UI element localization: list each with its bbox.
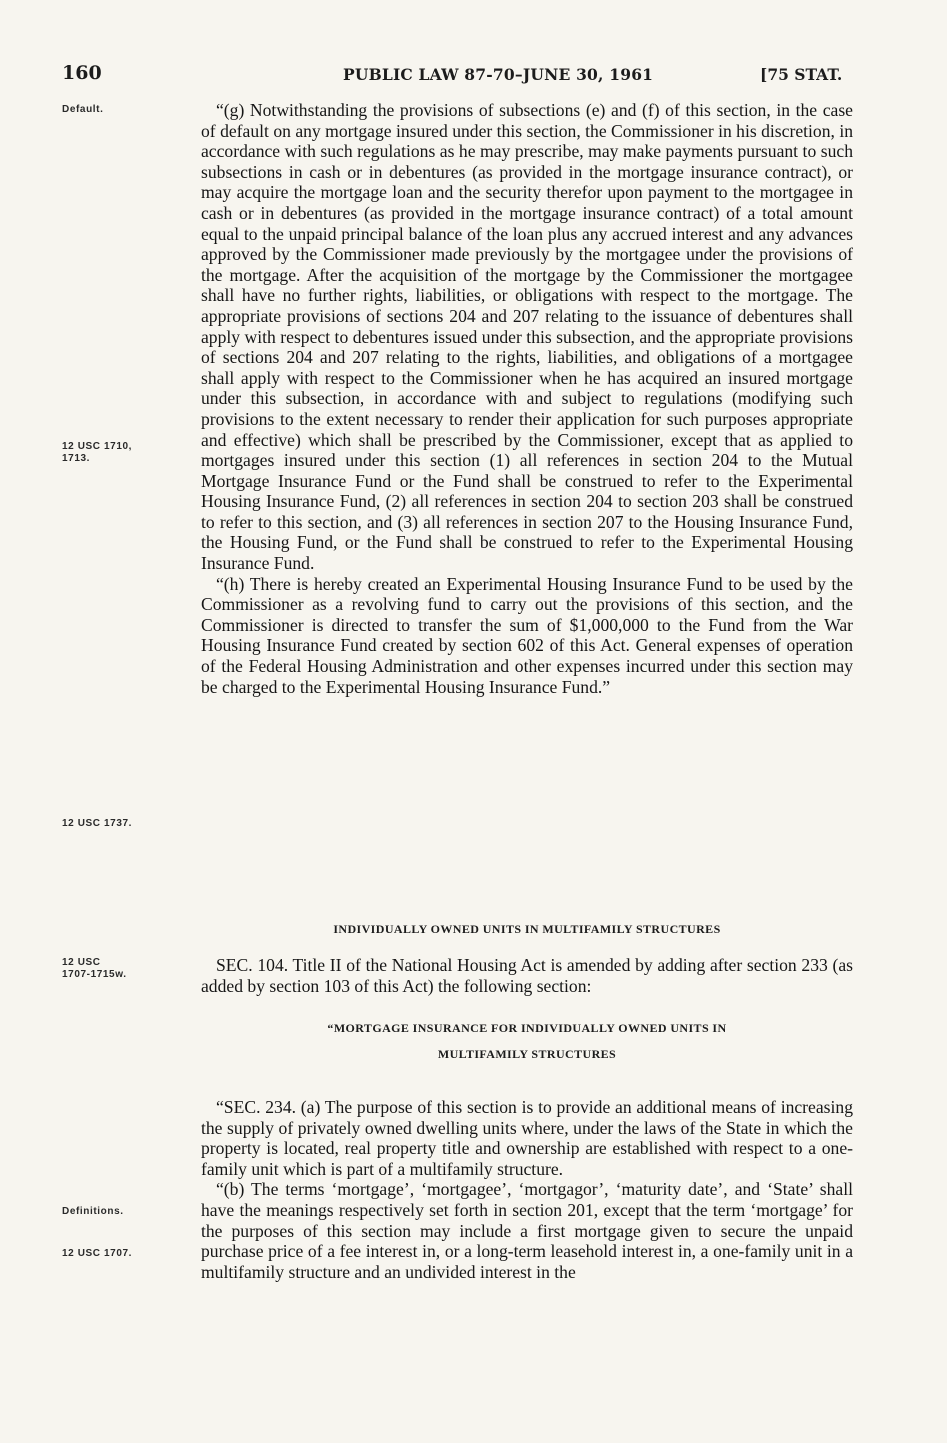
page-header [0,62,947,88]
subsection-h: “(h) There is hereby created an Experimental Housing Insurance Fund to be used by the Commissioner as a revolving fund to carry out the provisions of this section, and the Commissioner is directed to transfer the sum of $1,000,000 to the Fund from the War Housing Insurance Fund created by section 602 of this Act. General expenses of operation of the Federal Housing Administration and other expenses incurred under this section may be charged to the Experimental Housing Insurance Fund.” [201,573,853,697]
volume-reference: [75 STAT. [760,65,843,84]
margin-note-default: Default. [62,104,104,115]
section-104-text: SEC. 104. Title II of the National Housing Act is amended by adding after section 233 (as added by section 103 of this Act) the following section: [201,955,853,996]
margin-note-usc-1710: 12 USC 1710, 1713. [62,441,133,464]
section-234-a: “SEC. 234. (a) The purpose of this section is to provide an additional means of increasing the supply of privately owned dwelling units where, under the laws of the State in which the property is located, real property title and ownership are established with respect to a one-family unit which is part of a multifamily structure. [201,1097,853,1179]
section-234-b: “(b) The terms ‘mortgage’, ‘mortgagee’, ‘mortgagor’, ‘maturity date’, and ‘State’ shall have the meanings respectively set forth in section 201, except that the term ‘mortgage’ for the purposes of this section may include a first mortgage given to secure the unpaid purchase price of a fee interest in, or a long-term leasehold interest in, a one-family unit in a multifamily structure and an undivided interest in the [201,1179,853,1282]
section-234 [201,1097,853,1282]
running-title: PUBLIC LAW 87-70–JUNE 30, 1961 [343,65,654,84]
heading-mortgage-insurance-line1: “MORTGAGE INSURANCE FOR INDIVIDUALLY OWNED UNITS IN [327,1021,727,1035]
heading-individually-owned-units: INDIVIDUALLY OWNED UNITS IN MULTIFAMILY STRUCTURES [333,922,721,936]
margin-note-definitions: Definitions. [62,1206,124,1217]
page-number: 160 [62,62,102,84]
margin-note-usc-1707-1715w: 12 USC 1707-1715w. [62,957,127,980]
margin-note-usc-1737: 12 USC 1737. [62,818,133,829]
subsection-g: “(g) Notwithstanding the provisions of subsections (e) and (f) of this section, in the case of default on any mortgage insured under this section, the Commissioner in his discretion, in accordance with such regulations as he may prescribe, may make payments pursuant to such subsections in cash or in debentures (as provided in the mortgage insurance contract), or may acquire the mortgage loan and the security therefor upon payment to the mortgagee in cash or in debentures (as provided in the mortgage insurance contract) of a total amount equal to the unpaid principal balance of the loan plus any accrued interest and any advances approved by the Commissioner made previously by the mortgagee under the provisions of the mortgage. After the acquisition of the mortgage by the Commissioner the mortgagee shall have no further rights, liabilities, or obligations with respect to the mortgage. The appropriate provisions of sections 204 and 207 relating to the issuance of debentures shall apply with respect to debentures issued under this subsection, and the appropriate provisions of sections 204 and 207 relating to the rights, liabilities, and obligations of a mortgagee shall apply with respect to the Commissioner when he has acquired an insured mortgage under this subsection, in accordance with and subject to regulations (modifying such provisions to the extent necessary to render their application for such purposes appropriate and effective) which shall be prescribed by the Commissioner, except that as applied to mortgages insured under this section (1) all references in section 204 to the Mutual Mortgage Insurance Fund or the Fund shall be construed to refer to the Experimental Housing Insurance Fund, (2) all references in section 204 to section 203 shall be construed to refer to this section, and (3) all references in section 207 to the Housing Insurance Fund, the Housing Fund, or the Fund shall be construed to refer to the Experimental Housing Insurance Fund. [201,100,853,574]
sections-g-h [201,100,853,697]
heading-mortgage-insurance [201,1015,853,1067]
section-104 [201,955,853,996]
heading-mortgage-insurance-line2: MULTIFAMILY STRUCTURES [437,1047,617,1061]
margin-note-usc-1707: 12 USC 1707. [62,1248,133,1259]
